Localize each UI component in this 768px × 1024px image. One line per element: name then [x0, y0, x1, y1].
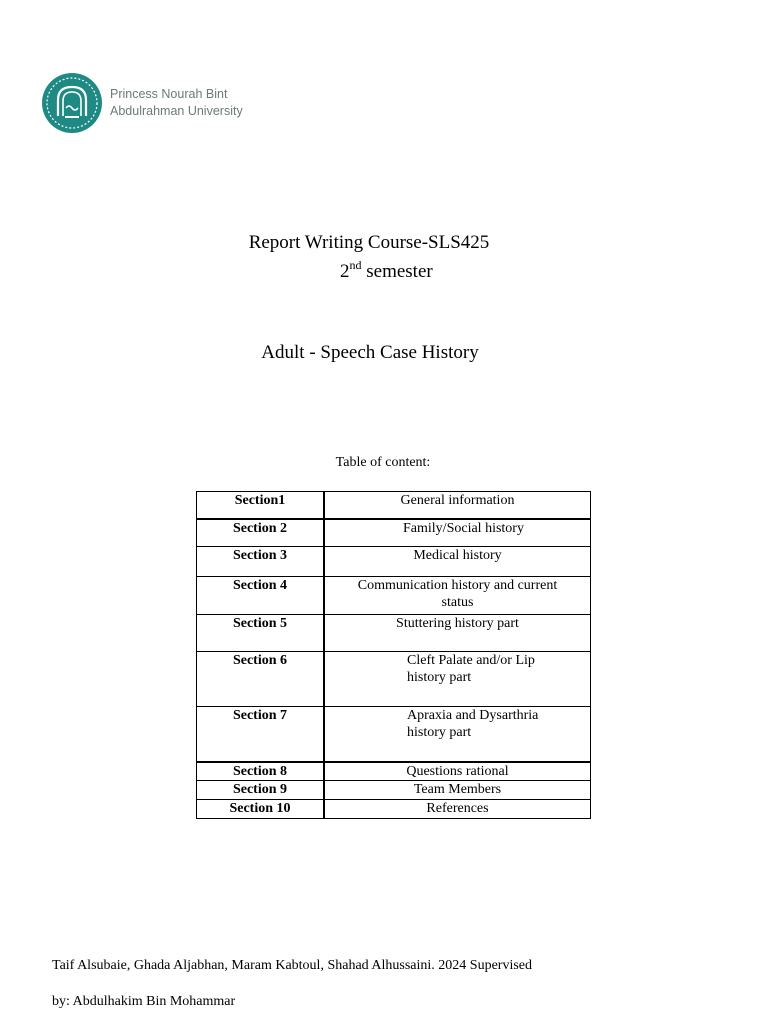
toc-section: Section 5 — [197, 615, 325, 652]
toc-section: Section1 — [197, 492, 325, 519]
toc-description: General information — [324, 492, 591, 519]
toc-description: Medical history — [324, 547, 591, 577]
toc-row — [197, 781, 591, 800]
toc-description: Family/Social history — [324, 519, 591, 547]
toc-description: Stuttering history part — [324, 615, 591, 652]
semester-word: semester — [361, 261, 433, 282]
toc-description: Apraxia and Dysarthria history part — [324, 707, 591, 762]
university-logo — [41, 72, 103, 134]
toc-description: Questions rational — [324, 762, 591, 781]
course-title: Report Writing Course-SLS425 — [248, 232, 490, 253]
toc-section: Section 2 — [197, 519, 325, 547]
toc-description: References — [324, 800, 591, 819]
toc-row — [197, 707, 591, 762]
toc-row — [197, 492, 591, 519]
toc-row — [197, 652, 591, 707]
toc-row — [197, 547, 591, 577]
supervisor-line: by: Abdulhakim Bin Mohammar — [52, 994, 236, 1009]
toc-section: Section 3 — [197, 547, 325, 577]
toc-section: Section 6 — [197, 652, 325, 707]
toc-label: Table of content: — [335, 455, 431, 470]
toc-description: Team Members — [324, 781, 591, 800]
authors-line: Taif Alsubaie, Ghada Aljabhan, Maram Kabtoul, Shahad Alhussaini. 2024 Supervised — [52, 958, 532, 973]
semester-suffix: nd — [349, 258, 362, 272]
toc-section: Section 8 — [197, 762, 325, 781]
toc-row — [197, 519, 591, 547]
toc-section: Section 9 — [197, 781, 325, 800]
report-title: Adult - Speech Case History — [261, 342, 479, 363]
toc-section: Section 7 — [197, 707, 325, 762]
university-name-line2: Abdulrahman University — [110, 104, 243, 118]
toc-description: Communication history and current status — [324, 577, 591, 615]
university-name — [110, 86, 243, 120]
toc-section: Section 10 — [197, 800, 325, 819]
toc-row — [197, 615, 591, 652]
toc-description: Cleft Palate and/or Lip history part — [324, 652, 591, 707]
toc-row — [197, 577, 591, 615]
semester-title — [340, 258, 433, 283]
toc-row — [197, 762, 591, 781]
university-name-line1: Princess Nourah Bint — [110, 87, 228, 101]
toc-table — [196, 491, 591, 819]
semester-number: 2 — [340, 261, 350, 282]
toc-row — [197, 800, 591, 819]
toc-section: Section 4 — [197, 577, 325, 615]
